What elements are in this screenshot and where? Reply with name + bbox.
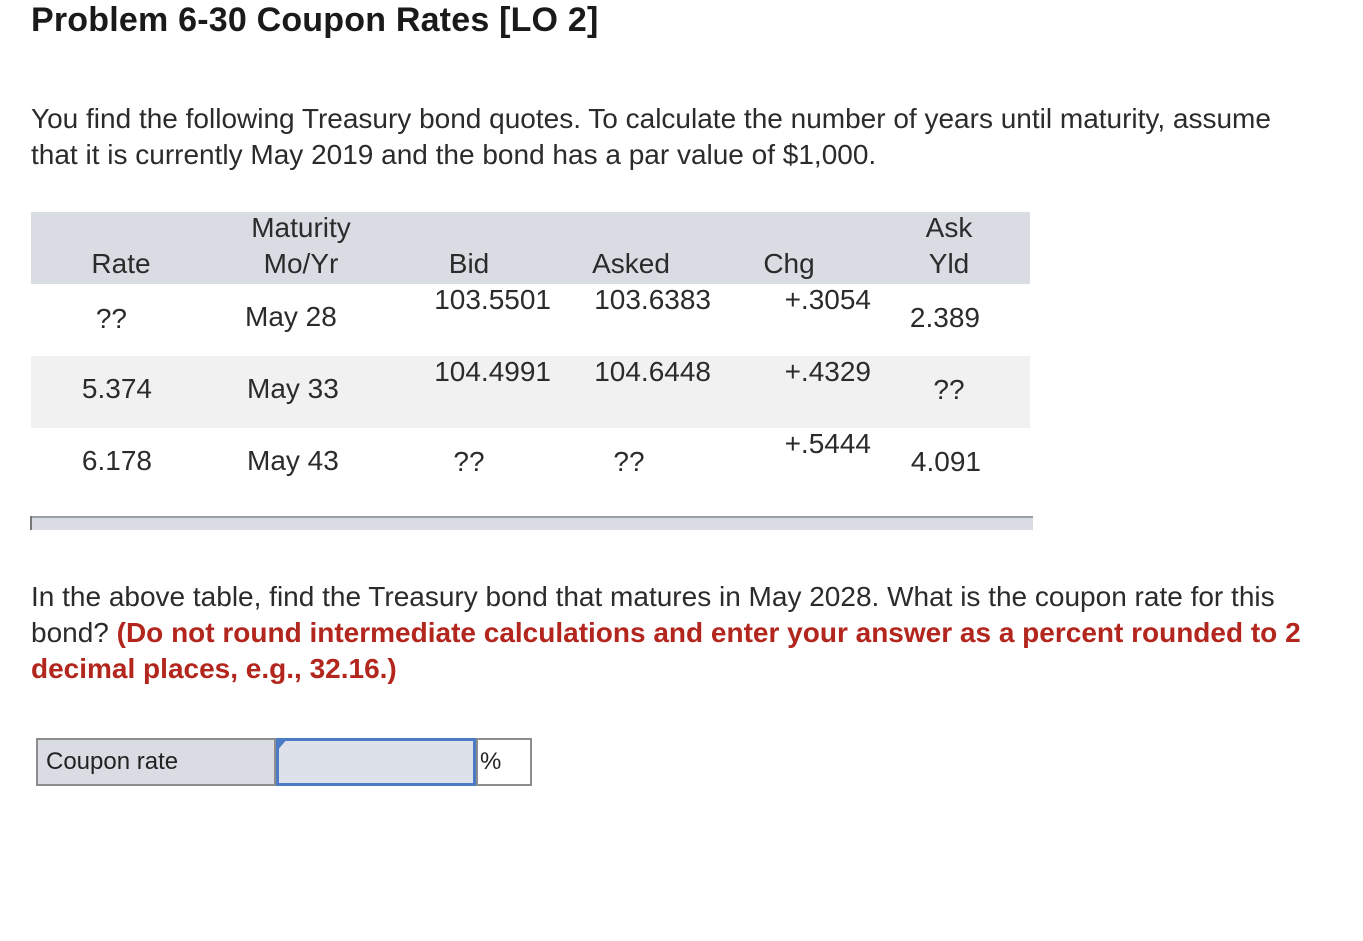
- question-body: In the above table, find the Treasury bond that matures in May 2028. What is the coupon rate for this bond?: [31, 581, 1275, 648]
- cell-maturity: May 43: [247, 445, 339, 476]
- cell-ask-yld: ??: [933, 374, 965, 405]
- table-bottom-bar: [31, 516, 1033, 530]
- header-rate: Rate: [91, 248, 151, 279]
- header-asked: Asked: [592, 248, 670, 279]
- cell-asked: 103.6383: [594, 284, 711, 315]
- answer-row: [36, 738, 532, 786]
- coupon-rate-label: Coupon rate: [36, 738, 276, 786]
- cell-bid: 104.4991: [434, 356, 551, 387]
- cell-chg: +.5444: [784, 428, 871, 459]
- table-row: [31, 428, 1030, 500]
- cell-rate: ??: [95, 303, 127, 334]
- coupon-rate-input-wrapper: [276, 738, 476, 786]
- cell-maturity: May 28: [245, 301, 337, 332]
- cell-rate: 5.374: [81, 373, 152, 404]
- table-row: [31, 356, 1030, 428]
- cell-asked: 104.6448: [594, 356, 711, 387]
- problem-intro: You find the following Treasury bond quotes. To calculate the number of years until maturity, assume that it is currently May 2019 and the bond has a par value of $1,000.: [31, 103, 1271, 170]
- question-text: [31, 579, 1321, 687]
- cell-chg: +.4329: [784, 356, 871, 387]
- header-maturity-line2: Mo/Yr: [263, 248, 339, 279]
- table-row: [31, 284, 1030, 356]
- table-header-row: [31, 212, 1030, 284]
- question-instruction: (Do not round intermediate calculations and enter your answer as a percent rounded to 2 decimal places, e.g., 32.16.): [31, 617, 1301, 684]
- cell-maturity: May 33: [247, 373, 339, 404]
- header-ask-yld-line1: Ask: [925, 212, 973, 243]
- problem-title: Problem 6-30 Coupon Rates [LO 2]: [31, 1, 599, 39]
- header-chg: Chg: [763, 248, 815, 279]
- header-ask-yld-line2: Yld: [928, 248, 970, 279]
- bond-quote-table: [31, 212, 1030, 500]
- cell-ask-yld: 2.389: [909, 302, 980, 333]
- header-bid: Bid: [448, 248, 490, 279]
- cell-ask-yld: 4.091: [910, 446, 981, 477]
- coupon-rate-input[interactable]: [276, 738, 476, 786]
- cell-rate: 6.178: [81, 445, 152, 476]
- cell-bid: ??: [453, 446, 485, 477]
- header-maturity-line1: Maturity: [251, 212, 351, 243]
- percent-unit-label: %: [476, 738, 532, 786]
- cell-asked: ??: [613, 446, 645, 477]
- cell-bid: 103.5501: [434, 284, 551, 315]
- cell-chg: +.3054: [784, 284, 871, 315]
